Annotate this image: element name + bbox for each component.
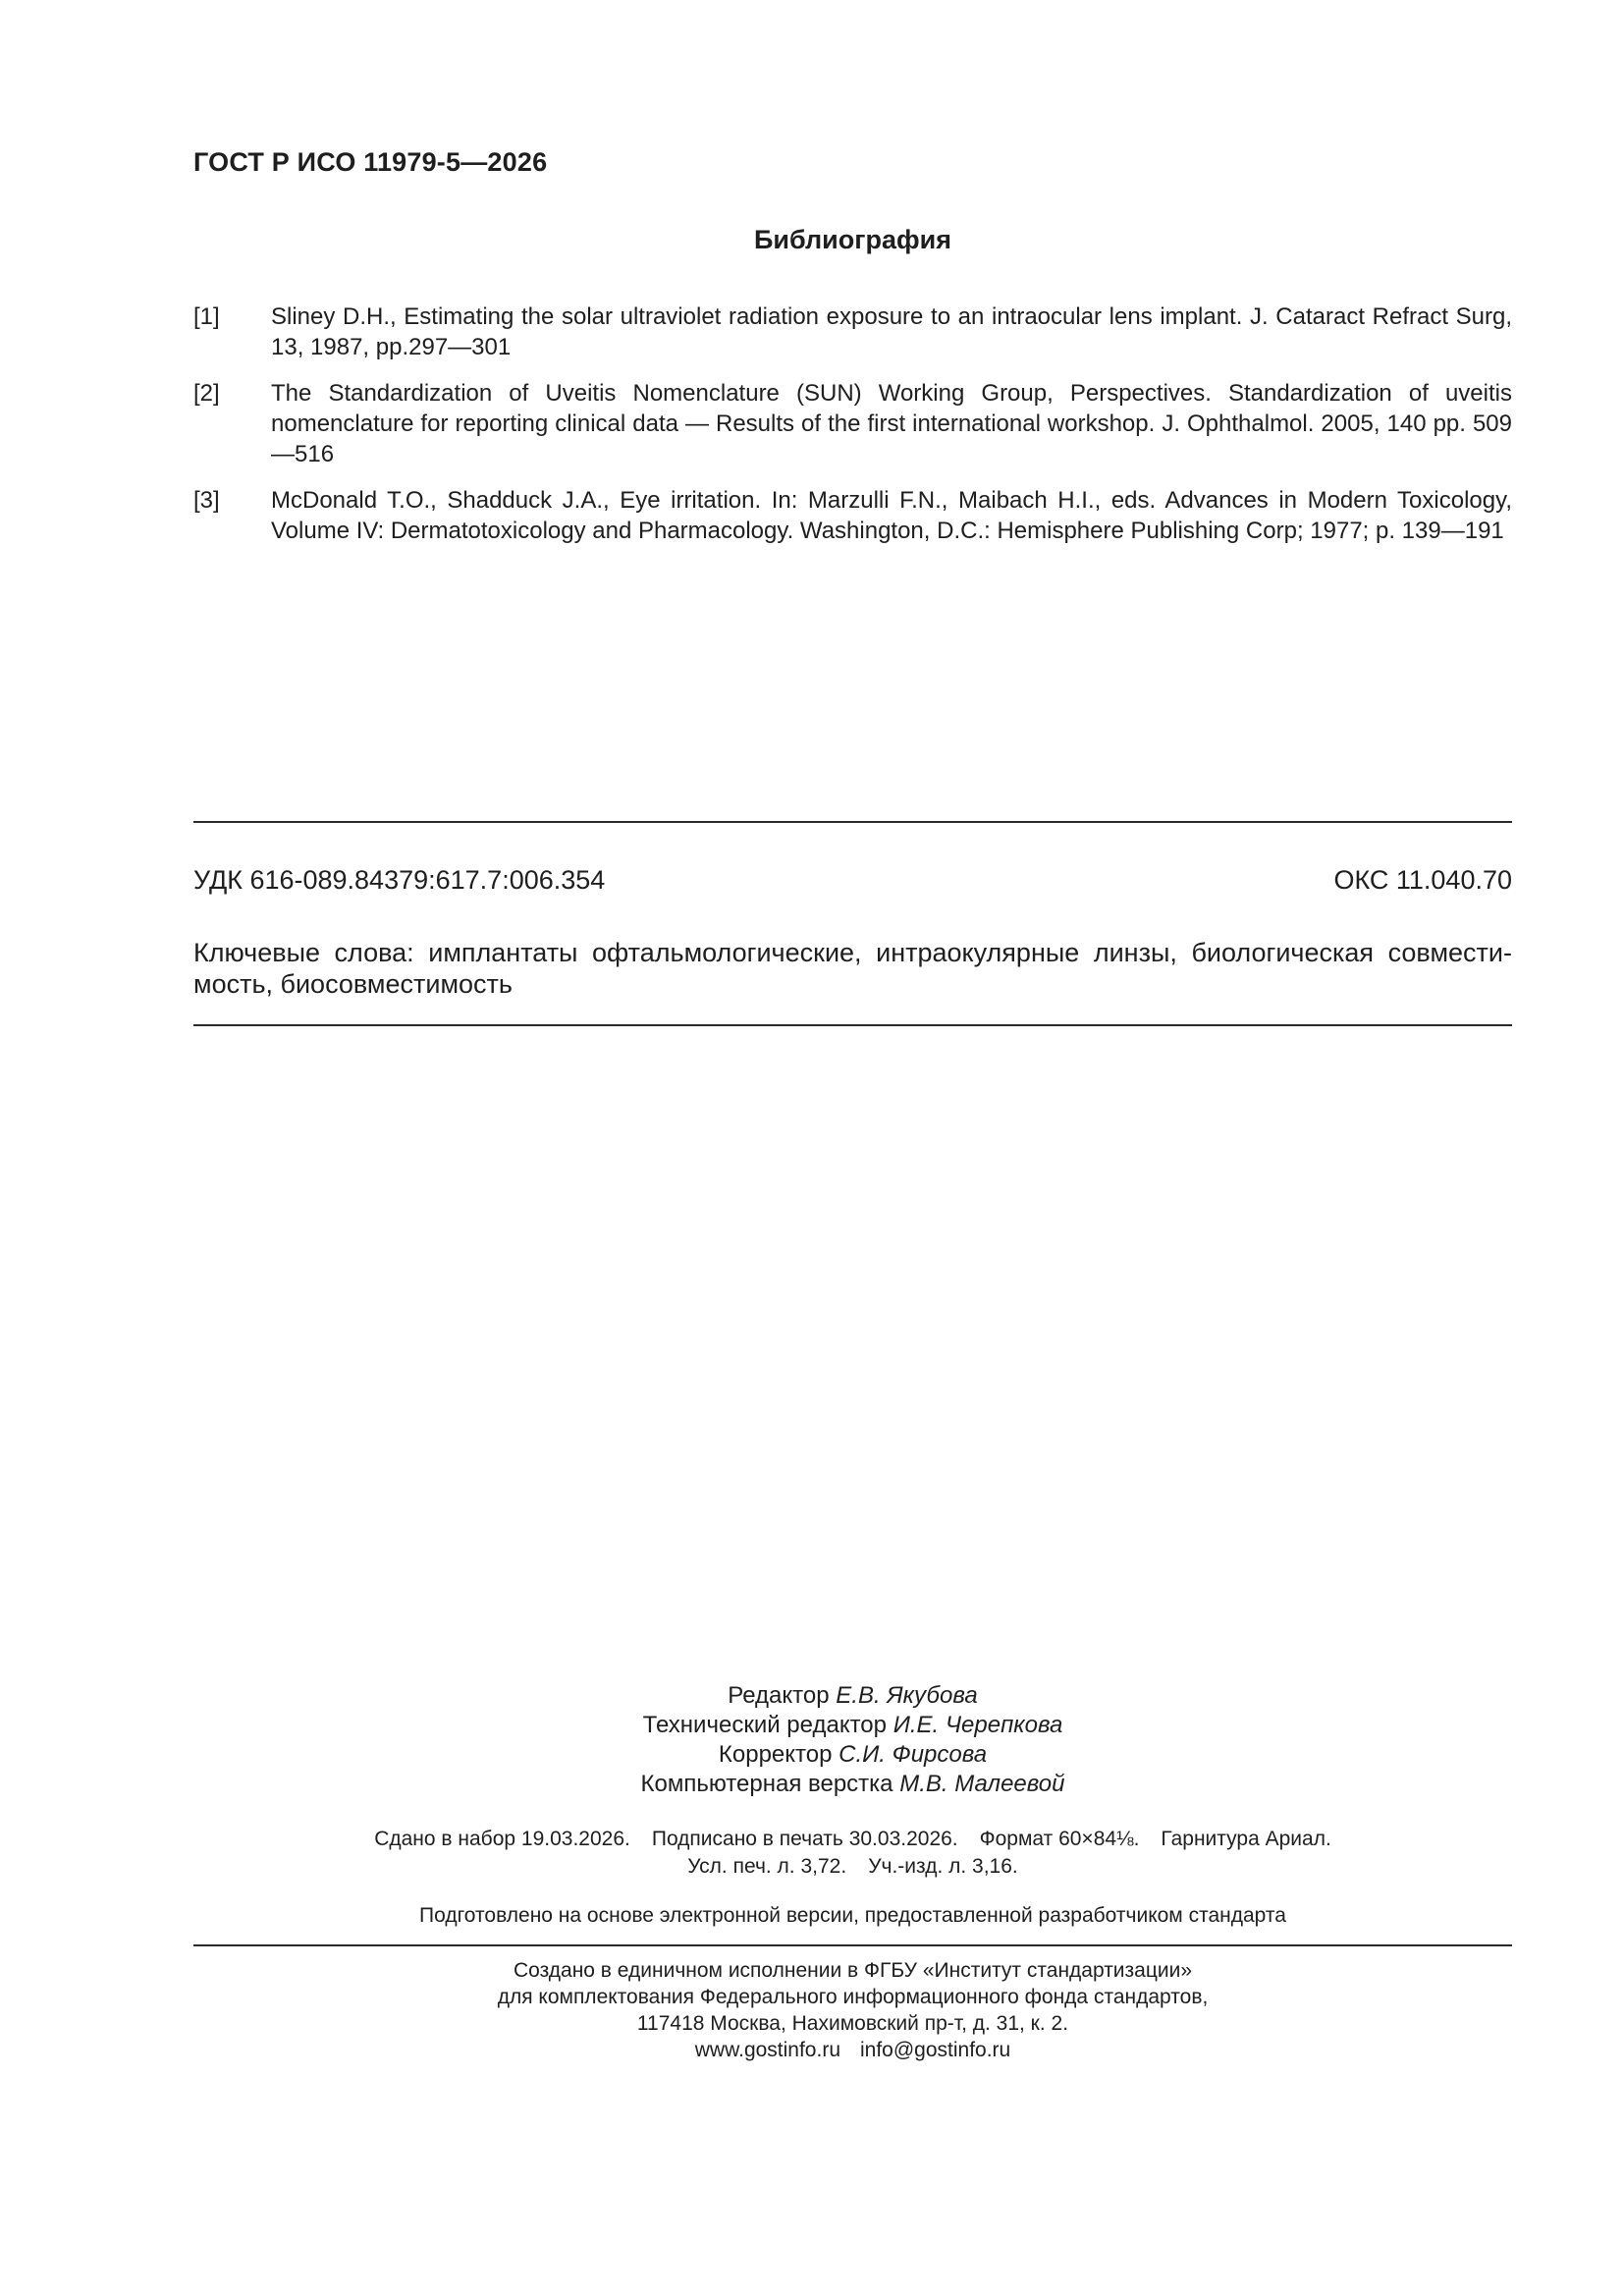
credits-block [193,1681,1512,1799]
sent-to-typeset: Сдано в набор 19.03.2026. [374,1828,630,1850]
classification-row [193,863,1512,897]
oks-code: ОКС 11.040.70 [1333,865,1512,895]
prepared-note: Подготовлено на основе электронной версии, предоставленной разработчиком стандарта [419,1904,1286,1927]
credit-name: М.В. Малеевой [899,1771,1065,1797]
credit-label: Корректор [718,1741,833,1768]
reference-text: The Standardization of Uveitis Nomenclature (SUN) Working Group, Perspectives. Standardization of uveitis nomenclature for reporting clinical data — Results of the first international workshop. J. Ophthalmol. 2005, 140 pp. 509—516 [271,380,1512,467]
credit-label: Компьютерная верстка [640,1771,893,1797]
bibliography-title: Библиография [754,225,951,254]
credit-label: Технический редактор [642,1712,888,1738]
email-link[interactable]: info@gostinfo.ru [860,2039,1011,2061]
bibliography-list [193,301,1512,562]
bibliography-item [193,378,1512,469]
typeface: Гарнитура Ариал. [1161,1828,1331,1850]
credit-tech-editor [193,1711,1512,1740]
publishing-sheets: Уч.-изд. л. 3,16. [868,1855,1018,1878]
credit-name: Е.В. Якубова [836,1682,978,1709]
publisher-block [193,1957,1512,2063]
publisher-line: для комплектования Федерального информационного фонда стандартов, [497,1986,1209,2008]
divider-top [193,821,1512,823]
credit-name: С.И. Фирсова [839,1741,988,1768]
signed-to-print: Подписано в печать 30.03.2026. [651,1828,958,1850]
credit-label: Редактор [728,1682,830,1709]
bibliography-item [193,301,1512,362]
divider-bottom [193,1024,1512,1026]
credit-editor [193,1681,1512,1711]
credit-proofreader [193,1740,1512,1770]
reference-number: [3] [193,487,220,514]
reference-number: [2] [193,380,220,407]
bibliography-item [193,485,1512,546]
publisher-address: 117418 Москва, Нахимовский пр-т, д. 31, к. 2. [636,2012,1069,2035]
credit-layout [193,1770,1512,1799]
paper-format: Формат 60×84⅛. [979,1828,1140,1850]
document-id: ГОСТ Р ИСО 11979-5—2026 [193,147,548,177]
udk-code: УДК 616-089.84379:617.7:006.354 [193,865,606,895]
credit-name: И.Е. Черепкова [893,1712,1063,1738]
publisher-contacts [193,2037,1512,2063]
print-info-line-2 [193,1853,1512,1881]
print-info-line-1 [193,1826,1512,1853]
reference-text: McDonald T.O., Shadduck J.A., Eye irritation. In: Marzulli F.N., Maibach H.I., eds. Advances in Modern Toxicology, Volume IV: Dermatotoxicology and Pharmacology. Washington, D.C.: Hemisphere Publishing Corp; 1977; p. 139—191 [271,487,1512,544]
keywords: Ключевые слова: имплантаты офтальмологические, интраокулярные линзы, биологическая совместимость, биосовместимость [193,938,1512,999]
divider-footer [193,1944,1512,1946]
reference-text: Sliney D.H., Estimating the solar ultraviolet radiation exposure to an intraocular lens implant. J. Cataract Refract Surg, 13, 1987, pp.297—301 [271,303,1512,360]
print-info [193,1826,1512,1881]
website-link[interactable]: www.gostinfo.ru [694,2039,840,2061]
print-sheets: Усл. печ. л. 3,72. [687,1855,847,1878]
reference-number: [1] [193,303,220,330]
publisher-line: Создано в единичном исполнении в ФГБУ «Институт стандартизации» [513,1959,1193,1982]
